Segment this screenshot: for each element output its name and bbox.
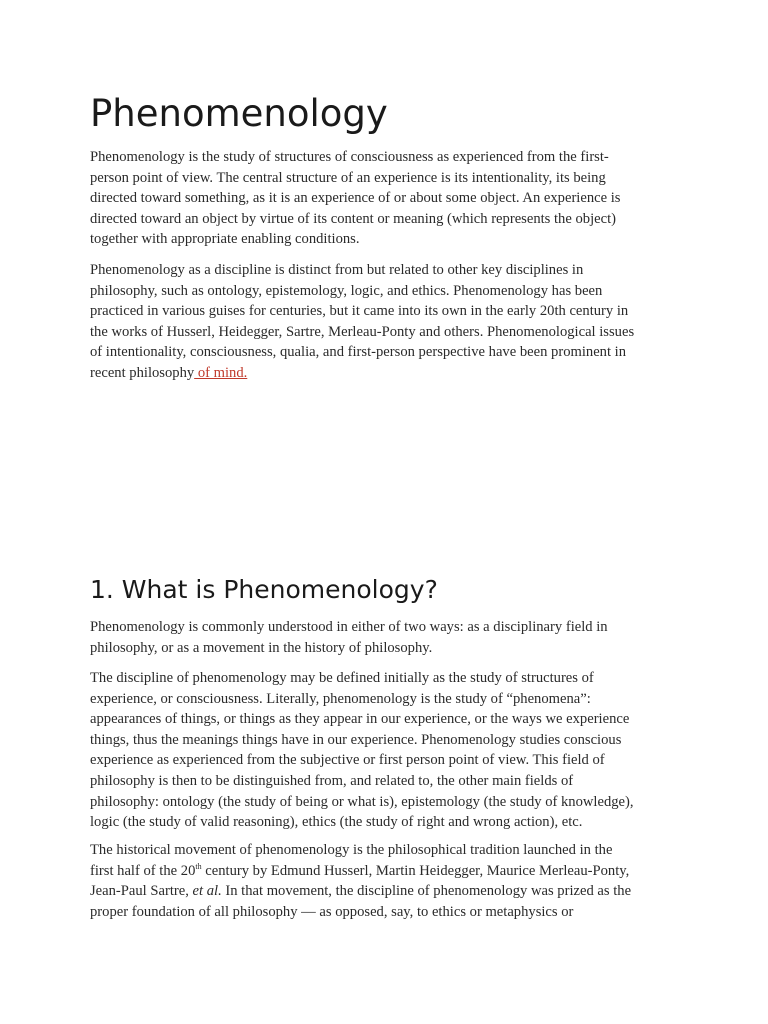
text-line (90, 881, 680, 902)
text-line: practiced in various guises for centuries, but it came into its own in the early 20th century in (90, 303, 629, 320)
italic-fragment: et al. (192, 883, 222, 900)
text-line (90, 861, 680, 882)
text-line: proper foundation of all philosophy — as opposed, say, to ethics or metaphysics or (90, 903, 574, 920)
text-fragment: recent philosophy (90, 364, 195, 381)
text-line: philosophy, or as a movement in the history of philosophy. (90, 639, 433, 656)
section-paragraph-1 (90, 617, 680, 658)
text-line: person point of view. The central structure of an experience is its intentionality, its being (90, 169, 606, 186)
text-line: logic (the study of valid reasoning), ethics (the study of right and wrong action), etc. (90, 814, 583, 831)
text-fragment: first half of the 20 (90, 862, 196, 879)
page-title: Phenomenology (90, 92, 388, 135)
text-line: philosophy, such as ontology, epistemology, logic, and ethics. Phenomenology has been (90, 282, 603, 299)
intro-paragraph-1 (90, 147, 680, 250)
text-line: things, thus the meanings things have in our experience. Phenomenology studies conscious (90, 731, 622, 748)
text-fragment: In that movement, the discipline of phenomenology was prized as the (221, 883, 632, 900)
text-line: together with appropriate enabling conditions. (90, 231, 360, 248)
section-paragraph-3 (90, 840, 680, 922)
text-line: Phenomenology as a discipline is distinct from but related to other key disciplines in (90, 262, 584, 278)
text-line: experience as experienced from the subjective or first person point of view. This field of (90, 752, 605, 769)
text-line: philosophy: ontology (the study of being or what is), epistemology (the study of knowledge), (90, 793, 634, 810)
of-mind-link[interactable]: of mind. (194, 364, 248, 381)
text-line: appearances of things, or things as they appear in our experience, or the ways we experience (90, 711, 630, 728)
text-line: The discipline of phenomenology may be defined initially as the study of structures of (90, 670, 594, 686)
intro-paragraph-2 (90, 260, 680, 384)
text-fragment: Jean-Paul Sartre, (90, 883, 193, 900)
text-line: directed toward something, as it is an experience of or about some object. An experience is (90, 190, 621, 207)
text-line: Phenomenology is commonly understood in either of two ways: as a disciplinary field in (90, 619, 608, 635)
text-line (90, 363, 680, 384)
text-line: Phenomenology is the study of structures of consciousness as experienced from the first- (90, 149, 609, 165)
text-line: of intentionality, consciousness, qualia, and first-person perspective have been prominent in (90, 344, 627, 361)
text-line: The historical movement of phenomenology is the philosophical tradition launched in the (90, 842, 613, 858)
text-line: philosophy is then to be distinguished from, and related to, the other main fields of (90, 772, 574, 789)
section-heading: 1. What is Phenomenology? (90, 575, 438, 604)
ordinal-superscript: th (195, 861, 202, 871)
section-paragraph-2 (90, 668, 680, 833)
text-line: experience, or consciousness. Literally, phenomenology is the study of “phenomena”: (90, 690, 591, 707)
text-line: directed toward an object by virtue of its content or meaning (which represents the object) (90, 210, 617, 227)
text-fragment: century by Edmund Husserl, Martin Heidegger, Maurice Merleau-Ponty, (201, 862, 630, 879)
text-line: the works of Husserl, Heidegger, Sartre, Merleau-Ponty and others. Phenomenological issues (90, 323, 635, 340)
